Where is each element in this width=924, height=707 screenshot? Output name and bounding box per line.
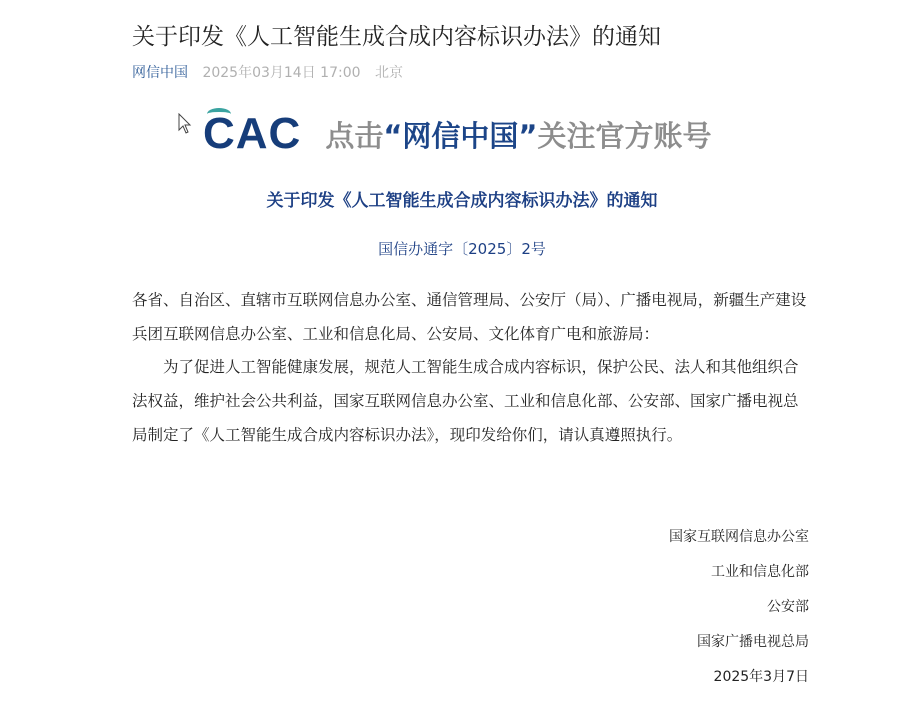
signatory: 国家广播电视总局	[697, 634, 809, 650]
follow-banner[interactable]	[203, 109, 712, 158]
cac-logo-icon	[203, 109, 302, 158]
document-paragraph: 为了促进人工智能健康发展，规范人工智能生成合成内容标识，保护公民、法人和其他组织合法权益，维护社会公共利益，国家互联网信息办公室、工业和信息化部、公安部、国家广播电视总局制定了《人工智能生成合成内容标识办法》，现印发给你们，请认真遵照执行。	[132, 358, 799, 444]
publish-datetime: 2025年03月14日 17:00	[202, 65, 361, 81]
article-title: 关于印发《人工智能生成合成内容标识办法》的通知	[132, 24, 661, 50]
document-number: 国信办通字〔2025〕2号	[378, 240, 546, 258]
signature-date: 2025年3月7日	[713, 669, 809, 685]
banner-suffix: 关注官方账号	[537, 118, 712, 153]
signatory: 公安部	[767, 599, 809, 615]
document-title: 关于印发《人工智能生成合成内容标识办法》的通知	[266, 191, 658, 211]
document-addressee: 各省、自治区、直辖市互联网信息办公室、通信管理局、公安厅（局）、广播电视局，新疆生产建设兵团互联网信息办公室、工业和信息化局、公安局、文化体育广电和旅游局：	[132, 291, 807, 343]
banner-prefix: 点击	[325, 118, 384, 153]
source-link[interactable]: 网信中国	[132, 65, 188, 81]
signatory: 国家互联网信息办公室	[669, 529, 809, 545]
mouse-cursor-icon	[178, 113, 192, 139]
banner-highlight: “网信中国”	[383, 118, 538, 153]
signature-block	[669, 520, 809, 695]
article-meta	[132, 62, 403, 82]
logo-text: CAC	[203, 109, 302, 158]
banner-text	[325, 114, 711, 155]
publish-location: 北京	[374, 65, 403, 81]
signatory: 工业和信息化部	[711, 564, 809, 580]
